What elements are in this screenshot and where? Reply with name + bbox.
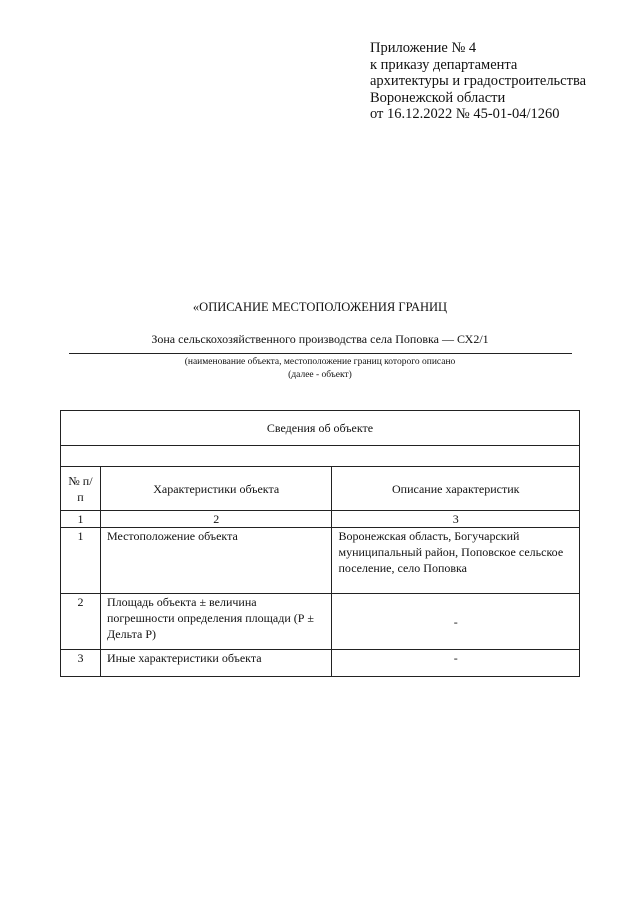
table-row (61, 528, 580, 594)
row-characteristic: Иные характеристики объекта (100, 650, 332, 677)
document-title: «ОПИСАНИЕ МЕСТОПОЛОЖЕНИЯ ГРАНИЦ (192, 300, 448, 314)
appendix-header (370, 40, 586, 123)
table-empty-row (61, 446, 580, 467)
index-cell: 1 (61, 511, 101, 528)
row-characteristic: Площадь объекта ± величина погрешности определения площади (Р ± Дельта Р) (100, 594, 332, 650)
object-name: Зона сельскохозяйственного производства села Поповка — СХ2/1 (151, 332, 489, 346)
row-num: 2 (61, 594, 101, 650)
index-cell: 2 (100, 511, 332, 528)
appendix-line: от 16.12.2022 № 45-01-04/1260 (370, 106, 560, 122)
row-num: 3 (61, 650, 101, 677)
table-row (61, 594, 580, 650)
row-num: 1 (61, 528, 101, 594)
header-description: Описание характеристик (332, 467, 580, 511)
appendix-line: Приложение № 4 (370, 40, 477, 56)
row-characteristic: Местоположение объекта (100, 528, 332, 594)
header-num: № п/п (61, 467, 101, 511)
caption-line: (наименование объекта, местоположение границ которого описано (184, 357, 456, 367)
appendix-line: архитектуры и градостроительства (370, 73, 587, 89)
table-section-title: Сведения об объекте (61, 411, 580, 446)
row-description: - (332, 650, 580, 677)
index-cell: 3 (332, 511, 580, 528)
underline-rule (69, 353, 572, 354)
appendix-line: Воронежской области (370, 89, 506, 106)
table-row (61, 650, 580, 677)
object-info-table (60, 410, 580, 677)
caption-line: (далее - объект) (288, 370, 352, 380)
object-caption (0, 356, 640, 382)
row-description: - (332, 594, 580, 650)
row-description: Воронежская область, Богучарский муниципальный район, Поповское сельское поселение, село Поповка (332, 528, 580, 594)
appendix-line: к приказу департамента (370, 56, 518, 73)
header-characteristic: Характеристики объекта (100, 467, 332, 511)
